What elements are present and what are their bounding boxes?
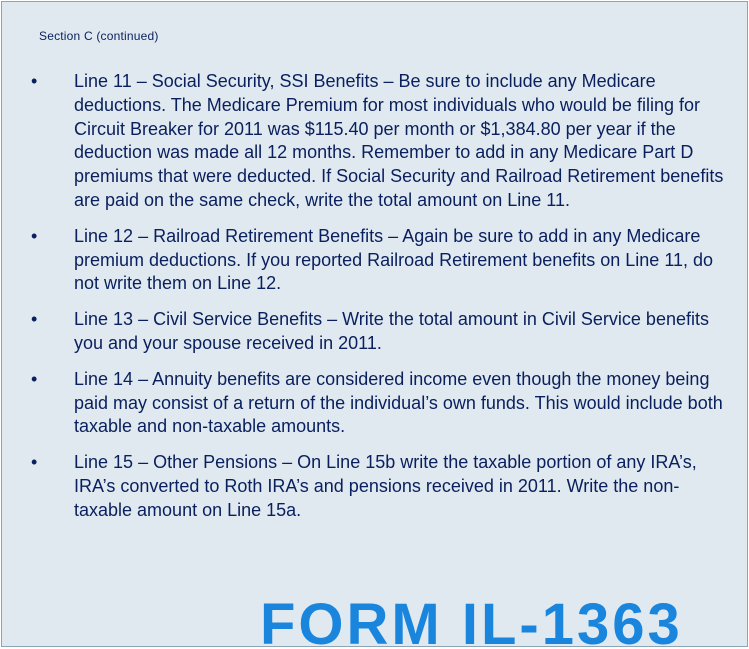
- bullet-text: – Annuity benefits are considered income even though the money being paid may consist of a return of the individual’s own funds. This would include both taxable and non-taxable amounts.: [74, 368, 723, 437]
- bullet-dot: •: [31, 368, 38, 389]
- bullet-dot: •: [31, 309, 38, 330]
- bullet-line-11: [29, 70, 734, 213]
- bullet-text: – Social Security, SSI Benefits – Be sure to include any Medicare deductions. The Medicare Premium for most individuals who would be filing for Circuit Breaker for 2011 was $115.40 per month or $1,384.80 per year if the deduction was made all 12 months. Remember to add in any Medicare Part D premiums that were deducted. If Social Security and Railroad Retirement benefits are paid on the same check, write the total amount on Line 11.: [74, 71, 724, 210]
- bullet-label: Line 12: [74, 225, 134, 246]
- bullet-label: Line 13: [74, 309, 134, 330]
- bullet-text: – Railroad Retirement Benefits – Again be sure to add in any Medicare premium deductions. If you reported Railroad Retirement benefits on Line 11, do not write them on Line 12.: [74, 225, 714, 294]
- bullet-label: Line 11: [74, 71, 132, 91]
- bullet-dot: •: [31, 225, 38, 246]
- section-title: Section C (continued): [39, 29, 159, 43]
- bullet-dot: •: [31, 452, 38, 473]
- bullet-text: – Other Pensions – On Line 15b write the taxable portion of any IRA’s, IRA’s converted to Roth IRA’s and pensions received in 2011. Write the non-taxable amount on Line 15a.: [74, 452, 697, 520]
- slide: [1, 1, 748, 647]
- bullet-line-13: [29, 308, 734, 356]
- bullet-list: [29, 70, 734, 535]
- bullet-line-12: [29, 225, 734, 296]
- bullet-text: – Civil Service Benefits – Write the total amount in Civil Service benefits you and your spouse received in 2011.: [74, 309, 709, 353]
- bullet-dot: •: [31, 71, 38, 91]
- form-title: FORM IL-1363: [260, 592, 683, 647]
- bullet-line-15: [29, 451, 734, 522]
- bullet-label: Line 15: [74, 452, 134, 473]
- bullet-line-14: [29, 368, 734, 439]
- bullet-label: Line 14: [74, 368, 134, 389]
